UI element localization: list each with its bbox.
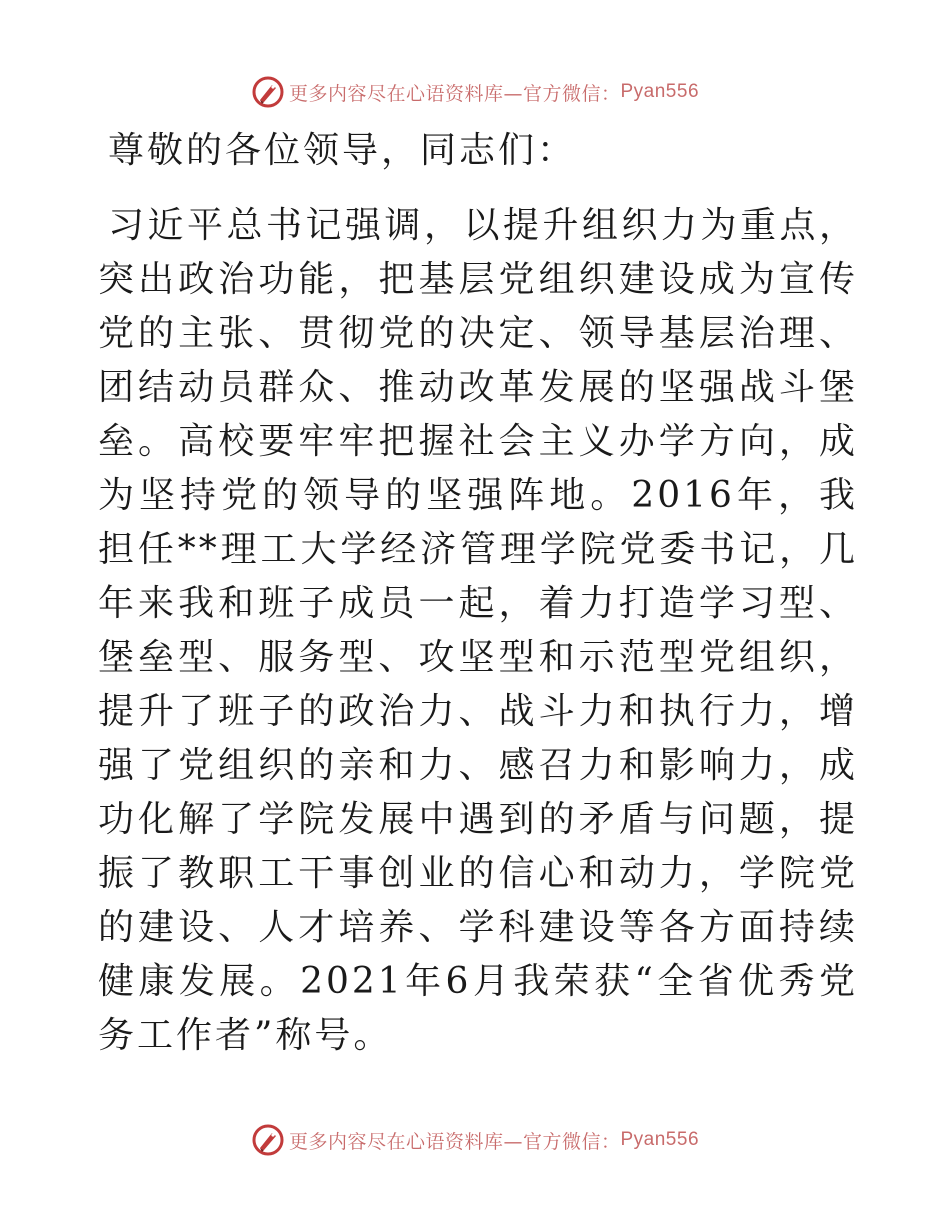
footer-watermark <box>0 1120 950 1160</box>
greeting: 尊敬的各位领导，同志们： <box>108 130 577 171</box>
header-watermark <box>0 72 950 112</box>
watermark-text: 更多内容尽在心语资料库—官方微信： <box>288 82 621 105</box>
watermark-text: 更多内容尽在心语资料库—官方微信： <box>288 1130 621 1153</box>
document-body <box>98 124 858 1063</box>
pen-nib-logo-icon <box>251 75 285 109</box>
watermark-wechat-id: Pyan556 <box>620 1129 700 1150</box>
pen-nib-logo-icon <box>251 1123 285 1157</box>
watermark-wechat-id: Pyan556 <box>620 81 700 102</box>
body-paragraph: 习近平总书记强调，以提升组织力为重点，突出政治功能，把基层党组织建设成为宣传党的主张、贯彻党的决定、领导基层治理、团结动员群众、推动改革发展的坚强战斗堡垒。高校要牢牢把握社会主义办学方向，成为坚持党的领导的坚强阵地。2016年，我担任**理工大学经济管理学院党委书记，几年来我和班子成员一起，着力打造学习型、堡垒型、服务型、攻坚型和示范型党组织，提升了班子的政治力、战斗力和执行力，增强了党组织的亲和力、感召力和影响力，成功化解了学院发展中遇到的矛盾与问题，提振了教职工干事创业的信心和动力，学院党的建设、人才培养、学科建设等各方面持续健康发展。2021年6月我荣获“全省优秀党务工作者”称号。 <box>98 205 858 1056</box>
